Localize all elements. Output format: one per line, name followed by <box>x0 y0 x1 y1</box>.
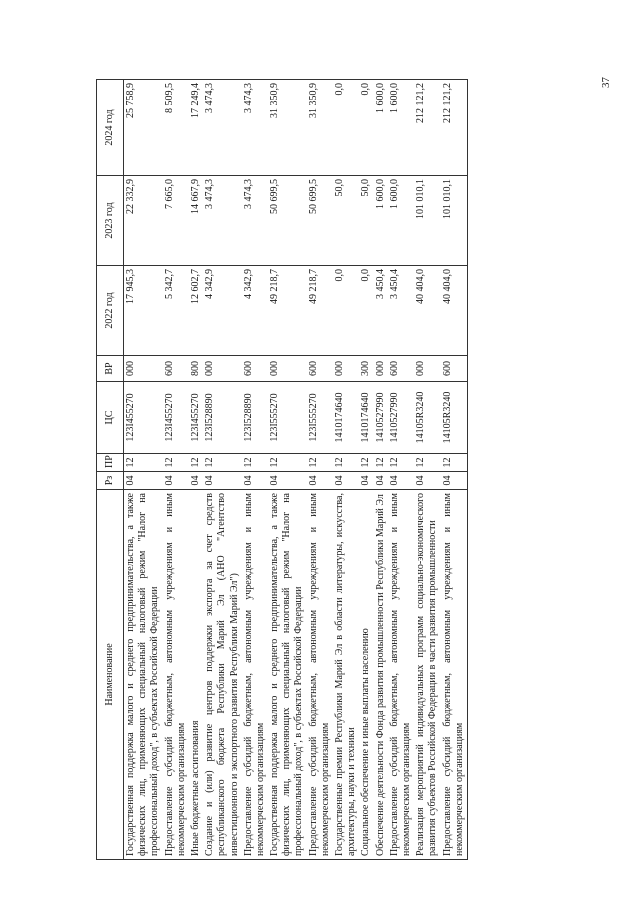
row-2023-cell: 7 665,0 <box>163 176 189 266</box>
row-rz-cell: 04 <box>268 472 307 490</box>
header-name: Наименование <box>97 490 124 860</box>
row-cs-cell: 123I528890 <box>203 382 242 454</box>
row-2024-cell: 1 600,0 <box>374 80 388 176</box>
row-vr-cell: 600 <box>441 356 468 382</box>
header-pr: ПР <box>97 454 124 472</box>
row-2022-cell: 40 404,0 <box>441 266 468 356</box>
budget-table-rotated <box>96 80 590 860</box>
table-row <box>441 80 468 860</box>
row-vr-cell: 000 <box>374 356 388 382</box>
row-name-cell: Создание и (или) развитие центров поддержки экспорта за счет средств республиканского бюджета Республики Марий Эл (АНО "Агентство инвестиционного и экспортного развития Республики Марий Эл") <box>203 490 242 860</box>
row-cs-cell: 123I528890 <box>242 382 268 454</box>
row-rz-cell: 04 <box>374 472 388 490</box>
row-2022-cell: 3 450,4 <box>374 266 388 356</box>
row-2024-cell: 212 121,2 <box>441 80 468 176</box>
row-2022-cell: 12 602,7 <box>189 266 203 356</box>
row-pr-cell: 12 <box>189 454 203 472</box>
row-name-cell: Иные бюджетные ассигнования <box>189 490 203 860</box>
row-rz-cell: 04 <box>242 472 268 490</box>
row-2022-cell: 49 218,7 <box>307 266 333 356</box>
table-row <box>359 80 373 860</box>
row-cs-cell: 123I455270 <box>163 382 189 454</box>
table-row <box>414 80 440 860</box>
row-2023-cell: 1 600,0 <box>374 176 388 266</box>
row-2023-cell: 14 667,9 <box>189 176 203 266</box>
row-2022-cell: 5 342,7 <box>163 266 189 356</box>
row-rz-cell: 04 <box>333 472 359 490</box>
row-name-cell: Предоставление субсидий бюджетным, автономным учреждениям и иным некоммерческим организациям <box>307 490 333 860</box>
row-vr-cell: 600 <box>388 356 414 382</box>
table-row <box>374 80 388 860</box>
row-name-cell: Государственные премии Республики Марий Эл в области литературы, искусства, архитектуры, науки и техники <box>333 490 359 860</box>
row-2024-cell: 3 474,3 <box>242 80 268 176</box>
header-2023: 2023 год <box>97 176 124 266</box>
table-header-row <box>97 80 124 860</box>
row-2022-cell: 3 450,4 <box>388 266 414 356</box>
row-vr-cell: 800 <box>189 356 203 382</box>
row-2023-cell: 50 699,5 <box>268 176 307 266</box>
row-rz-cell: 04 <box>307 472 333 490</box>
table-row <box>203 80 242 860</box>
row-cs-cell: 14105R3240 <box>441 382 468 454</box>
row-cs-cell: 123I555270 <box>307 382 333 454</box>
row-2023-cell: 50,0 <box>359 176 373 266</box>
budget-table <box>96 79 468 860</box>
table-row <box>268 80 307 860</box>
header-2024: 2024 год <box>97 80 124 176</box>
row-pr-cell: 12 <box>333 454 359 472</box>
header-vr: ВР <box>97 356 124 382</box>
row-2024-cell: 17 249,4 <box>189 80 203 176</box>
row-rz-cell: 04 <box>388 472 414 490</box>
row-2024-cell: 0,0 <box>359 80 373 176</box>
row-name-cell: Обеспечение деятельности Фонда развития промышленности Республики Марий Эл <box>374 490 388 860</box>
row-vr-cell: 000 <box>414 356 440 382</box>
row-2024-cell: 212 121,2 <box>414 80 440 176</box>
row-rz-cell: 04 <box>441 472 468 490</box>
row-name-cell: Предоставление субсидий бюджетным, автономным учреждениям и иным некоммерческим организациям <box>163 490 189 860</box>
row-vr-cell: 600 <box>163 356 189 382</box>
row-rz-cell: 04 <box>124 472 163 490</box>
row-name-cell: Предоставление субсидий бюджетным, автономным учреждениям и иным некоммерческим организациям <box>388 490 414 860</box>
row-vr-cell: 000 <box>124 356 163 382</box>
row-2022-cell: 17 945,3 <box>124 266 163 356</box>
row-vr-cell: 000 <box>203 356 242 382</box>
row-2023-cell: 1 600,0 <box>388 176 414 266</box>
row-vr-cell: 300 <box>359 356 373 382</box>
row-cs-cell: 1410174640 <box>333 382 359 454</box>
row-name-cell: Предоставление субсидий бюджетным, автономным учреждениям и иным некоммерческим организациям <box>242 490 268 860</box>
row-cs-cell: 123I555270 <box>268 382 307 454</box>
row-2022-cell: 40 404,0 <box>414 266 440 356</box>
row-name-cell: Реализация мероприятий индивидуальных программ социально-экономического развития субъектов Российской Федерации в части развития промышленности <box>414 490 440 860</box>
row-2024-cell: 8 509,5 <box>163 80 189 176</box>
table-row <box>388 80 414 860</box>
row-pr-cell: 12 <box>268 454 307 472</box>
row-name-cell: Государственная поддержка малого и среднего предпринимательства, а также физических лиц, применяющих специальный налоговый режим "Налог на профессиональный доход", в субъектах Российской Федерации <box>124 490 163 860</box>
table-row <box>333 80 359 860</box>
row-2023-cell: 50 699,5 <box>307 176 333 266</box>
row-pr-cell: 12 <box>203 454 242 472</box>
row-name-cell: Социальное обеспечение и иные выплаты населению <box>359 490 373 860</box>
row-2022-cell: 49 218,7 <box>268 266 307 356</box>
row-rz-cell: 04 <box>189 472 203 490</box>
row-2024-cell: 31 350,9 <box>268 80 307 176</box>
row-2024-cell: 31 350,9 <box>307 80 333 176</box>
row-2024-cell: 0,0 <box>333 80 359 176</box>
row-2023-cell: 3 474,3 <box>203 176 242 266</box>
row-vr-cell: 600 <box>242 356 268 382</box>
row-2022-cell: 0,0 <box>359 266 373 356</box>
row-2024-cell: 1 600,0 <box>388 80 414 176</box>
row-2022-cell: 4 342,9 <box>242 266 268 356</box>
table-row <box>307 80 333 860</box>
row-pr-cell: 12 <box>307 454 333 472</box>
row-pr-cell: 12 <box>242 454 268 472</box>
row-2023-cell: 50,0 <box>333 176 359 266</box>
row-cs-cell: 1410174640 <box>359 382 373 454</box>
table-row <box>189 80 203 860</box>
row-2023-cell: 22 332,9 <box>124 176 163 266</box>
table-row <box>124 80 163 860</box>
row-vr-cell: 600 <box>307 356 333 382</box>
row-rz-cell: 04 <box>163 472 189 490</box>
row-vr-cell: 000 <box>268 356 307 382</box>
row-pr-cell: 12 <box>414 454 440 472</box>
row-2022-cell: 4 342,9 <box>203 266 242 356</box>
row-pr-cell: 12 <box>388 454 414 472</box>
row-cs-cell: 14105R3240 <box>414 382 440 454</box>
row-cs-cell: 123I455270 <box>124 382 163 454</box>
row-cs-cell: 123I455270 <box>189 382 203 454</box>
row-pr-cell: 12 <box>359 454 373 472</box>
row-cs-cell: 1410527990 <box>388 382 414 454</box>
row-2022-cell: 0,0 <box>333 266 359 356</box>
page-number: 37 <box>600 77 612 88</box>
header-rz: Рз <box>97 472 124 490</box>
row-vr-cell: 000 <box>333 356 359 382</box>
row-pr-cell: 12 <box>441 454 468 472</box>
row-2023-cell: 3 474,3 <box>242 176 268 266</box>
row-name-cell: Государственная поддержка малого и среднего предпринимательства, а также физических лиц, применяющих специальный налоговый режим "Налог на профессиональный доход", в субъектах Российской Федерации <box>268 490 307 860</box>
table-row <box>242 80 268 860</box>
row-rz-cell: 04 <box>203 472 242 490</box>
row-name-cell: Предоставление субсидий бюджетным, автономным учреждениям и иным некоммерческим организациям <box>441 490 468 860</box>
table-row <box>163 80 189 860</box>
row-rz-cell: 04 <box>359 472 373 490</box>
row-2024-cell: 25 758,9 <box>124 80 163 176</box>
row-pr-cell: 12 <box>124 454 163 472</box>
header-cs: ЦС <box>97 382 124 454</box>
row-2023-cell: 101 010,1 <box>414 176 440 266</box>
row-pr-cell: 12 <box>163 454 189 472</box>
row-rz-cell: 04 <box>414 472 440 490</box>
row-pr-cell: 12 <box>374 454 388 472</box>
row-2024-cell: 3 474,3 <box>203 80 242 176</box>
header-2022: 2022 год <box>97 266 124 356</box>
row-2023-cell: 101 010,1 <box>441 176 468 266</box>
row-cs-cell: 1410527990 <box>374 382 388 454</box>
